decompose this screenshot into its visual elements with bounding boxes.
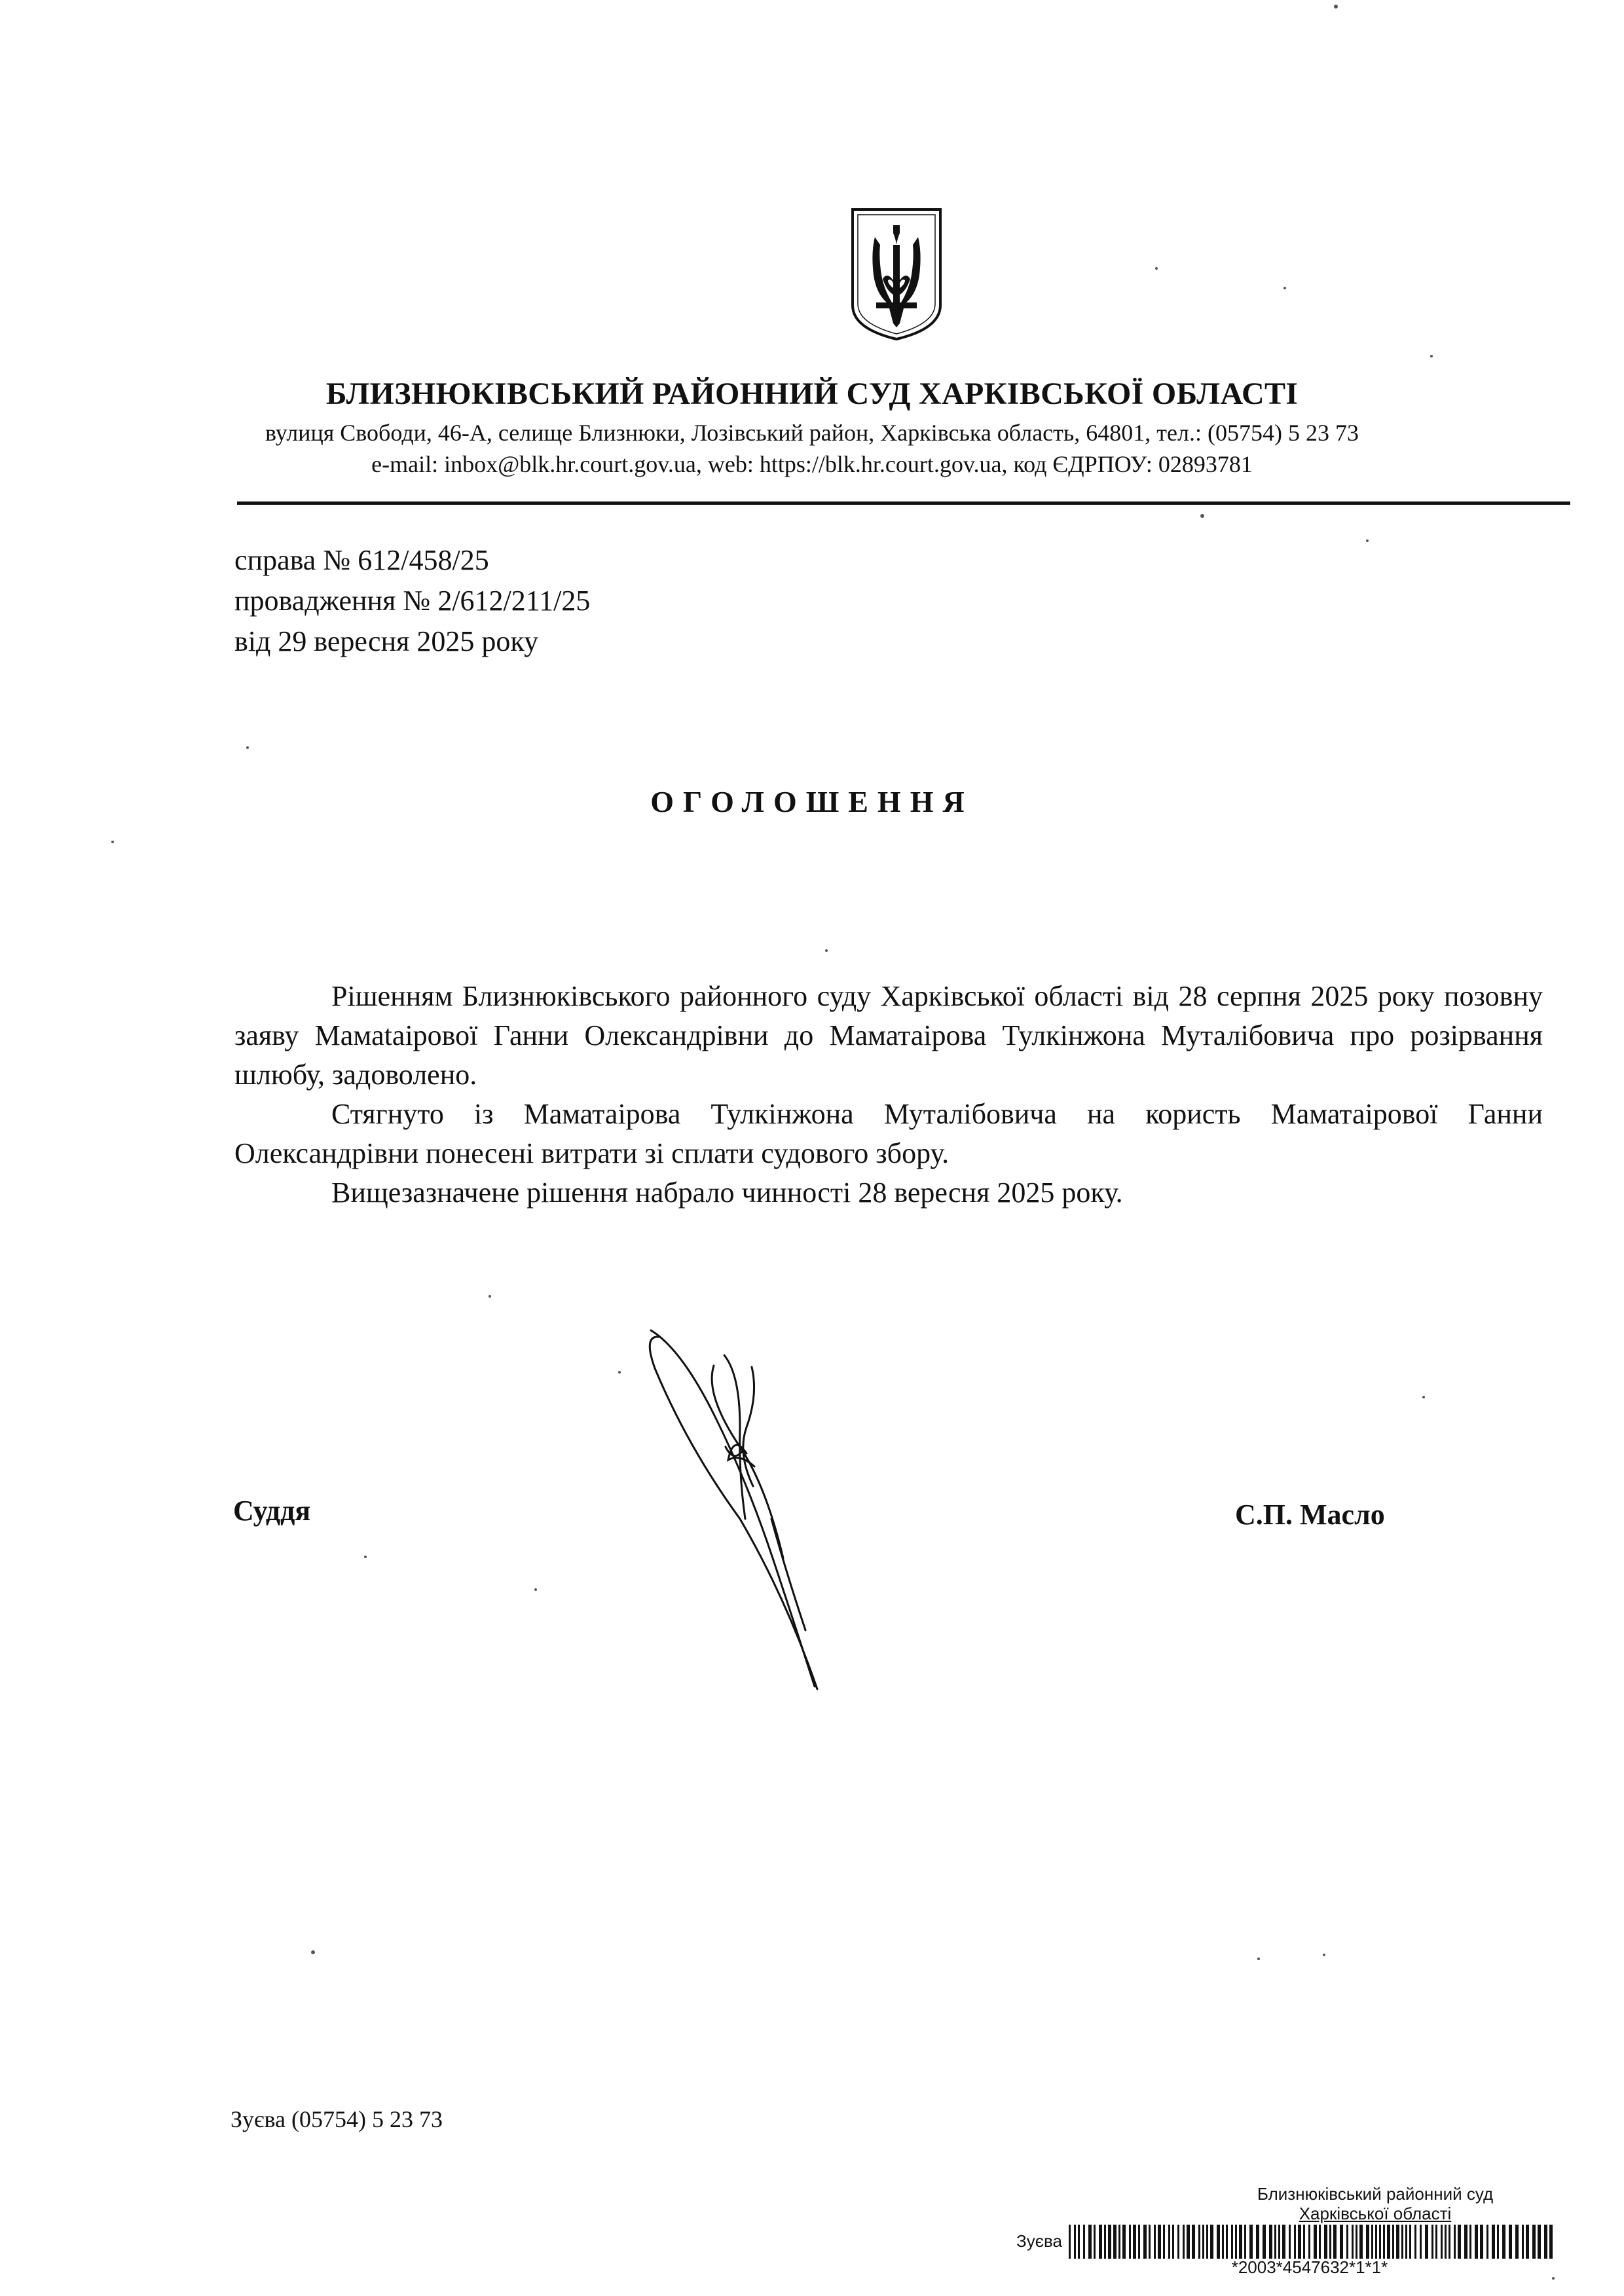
barcode-bar xyxy=(1392,2225,1394,2259)
barcode-bar xyxy=(1154,2225,1156,2259)
barcode-bar xyxy=(1329,2225,1331,2259)
barcode-bar xyxy=(1480,2225,1483,2259)
barcode xyxy=(1069,2225,1553,2259)
barcode-bar xyxy=(1464,2225,1467,2259)
barcode-bar xyxy=(1420,2225,1422,2259)
barcode-bar xyxy=(1239,2225,1242,2259)
barcode-bar xyxy=(1278,2225,1280,2259)
barcode-bar xyxy=(1163,2225,1165,2259)
barcode-bar xyxy=(1502,2225,1505,2259)
barcode-bar xyxy=(1078,2225,1080,2259)
barcode-bar xyxy=(1192,2225,1195,2259)
barcode-bar xyxy=(1497,2225,1499,2259)
barcode-bar xyxy=(1118,2225,1120,2259)
barcode-bar xyxy=(1133,2225,1136,2259)
barcode-bar xyxy=(1441,2225,1443,2259)
header-divider xyxy=(237,501,1570,505)
barcode-bar xyxy=(1187,2225,1190,2259)
barcode-bar xyxy=(1206,2225,1208,2259)
proceeding-number: провадження № 2/612/211/25 xyxy=(234,585,591,617)
court-address: вулиця Свободи, 46-А, селище Близнюки, Лозівський район, Харківська область, 64801, тел.: (05754) 5 23 73 xyxy=(265,420,1359,446)
barcode-bar xyxy=(1217,2225,1220,2259)
barcode-bar xyxy=(1231,2225,1233,2259)
barcode-bar xyxy=(1069,2225,1071,2259)
barcode-bar xyxy=(1308,2225,1310,2259)
barcode-bar xyxy=(1526,2225,1529,2259)
handwritten-signature xyxy=(642,1322,851,1709)
barcode-bar xyxy=(1379,2225,1381,2259)
barcode-bar xyxy=(1099,2225,1102,2259)
barcode-bar xyxy=(1210,2225,1213,2259)
barcode-bar xyxy=(1222,2225,1224,2259)
barcode-bar xyxy=(1298,2225,1301,2259)
barcode-bar xyxy=(1333,2225,1337,2259)
barcode-bar xyxy=(1475,2225,1478,2259)
barcode-bar xyxy=(1168,2225,1170,2259)
barcode-bar xyxy=(1435,2225,1437,2259)
document-title: ОГОЛОШЕННЯ xyxy=(650,785,974,818)
barcode-bar xyxy=(1122,2225,1126,2259)
announcement-body xyxy=(234,977,1543,1212)
barcode-bar xyxy=(1088,2225,1092,2259)
barcode-bar xyxy=(1454,2225,1456,2259)
barcode-bar xyxy=(1340,2225,1343,2259)
barcode-bar xyxy=(1294,2225,1296,2259)
judge-role-label: Суддя xyxy=(233,1495,311,1527)
barcode-bar xyxy=(1226,2225,1228,2259)
barcode-bar xyxy=(1198,2225,1200,2259)
barcode-bar xyxy=(1249,2225,1253,2259)
body-paragraph: Вищезазначене рішення набрало чинності 28 вересня 2025 року. xyxy=(331,1176,1123,1209)
barcode-bar xyxy=(1425,2225,1428,2259)
barcode-bar xyxy=(1108,2225,1111,2259)
barcode-bar xyxy=(1324,2225,1327,2259)
barcode-bar xyxy=(1149,2225,1151,2259)
barcode-bar xyxy=(1244,2225,1246,2259)
barcode-bar xyxy=(1401,2225,1403,2259)
barcode-bar xyxy=(1269,2225,1272,2259)
court-contacts: e-mail: inbox@blk.hr.court.gov.ua, web: https://blk.hr.court.gov.ua, код ЄДРПОУ: 02893781 xyxy=(371,451,1253,477)
barcode-bar xyxy=(1172,2225,1174,2259)
barcode-bar xyxy=(1177,2225,1179,2259)
barcode-bar xyxy=(1414,2225,1416,2259)
barcode-number: *2003*4547632*1*1* xyxy=(1231,2257,1388,2277)
barcode-bar xyxy=(1352,2225,1354,2259)
barcode-bar xyxy=(1274,2225,1276,2259)
barcode-org-line: Харківської області xyxy=(1299,2204,1452,2223)
barcode-bar xyxy=(1143,2225,1147,2259)
barcode-bar xyxy=(1515,2225,1519,2259)
barcode-bar xyxy=(1256,2225,1259,2259)
barcode-bar xyxy=(1319,2225,1321,2259)
barcode-bar xyxy=(1083,2225,1085,2259)
barcode-bar xyxy=(1074,2225,1076,2259)
barcode-bar xyxy=(1396,2225,1399,2259)
barcode-bar xyxy=(1405,2225,1407,2259)
barcode-bar xyxy=(1532,2225,1536,2259)
barcode-bar xyxy=(1375,2225,1377,2259)
barcode-bar xyxy=(1282,2225,1285,2259)
barcode-bar xyxy=(1202,2225,1204,2259)
barcode-bar xyxy=(1509,2225,1512,2259)
barcode-bar xyxy=(1544,2225,1547,2259)
court-name: БЛИЗНЮКІВСЬКИЙ РАЙОННИЙ СУД ХАРКІВСЬКОЇ ОБЛАСТІ xyxy=(325,376,1299,411)
barcode-bar xyxy=(1522,2225,1524,2259)
barcode-bar xyxy=(1366,2225,1369,2259)
barcode-bar xyxy=(1492,2225,1495,2259)
barcode-bar xyxy=(1289,2225,1291,2259)
case-number: справа № 612/458/25 xyxy=(234,544,489,576)
barcode-bar xyxy=(1346,2225,1348,2259)
executor-contact: Зуєва (05754) 5 23 73 xyxy=(231,2106,443,2132)
barcode-bar xyxy=(1549,2225,1553,2259)
barcode-bar xyxy=(1431,2225,1433,2259)
barcode-bar xyxy=(1387,2225,1390,2259)
barcode-bar xyxy=(1445,2225,1447,2259)
barcode-bar xyxy=(1538,2225,1541,2259)
barcode-bar xyxy=(1263,2225,1266,2259)
barcode-bar xyxy=(1371,2225,1373,2259)
letter-date: від 29 вересня 2025 року xyxy=(234,625,539,657)
barcode-bar xyxy=(1469,2225,1471,2259)
barcode-bar xyxy=(1409,2225,1411,2259)
barcode-bar xyxy=(1383,2225,1385,2259)
barcode-bar xyxy=(1138,2225,1140,2259)
barcode-bar xyxy=(1486,2225,1488,2259)
barcode-bar xyxy=(1104,2225,1106,2259)
barcode-bar xyxy=(1303,2225,1305,2259)
barcode-bar xyxy=(1129,2225,1131,2259)
barcode-bar xyxy=(1235,2225,1237,2259)
barcode-bar xyxy=(1356,2225,1357,2259)
barcode-bar xyxy=(1449,2225,1450,2259)
barcode-bar xyxy=(1158,2225,1161,2259)
body-paragraph: Рішенням Близнюківського районного суду Харківської області від 28 серпня 2025 року позовну заяву Мамataірової Ганни Олександрівни до Маматаірова Тулкінжона Муталібовича про розірвання шлюбу, задоволено. xyxy=(234,980,1543,1091)
coat-of-arms-icon xyxy=(849,207,944,342)
barcode-bar xyxy=(1113,2225,1116,2259)
barcode-label: Зуєва xyxy=(1016,2231,1062,2251)
body-paragraph: Стягнуто із Маматаірова Тулкінжона Муталібовича на користь Маматаірової Ганни Олександрівни понесені витрати зі сплати судового збору. xyxy=(234,1098,1543,1169)
barcode-bar xyxy=(1094,2225,1096,2259)
barcode-bar xyxy=(1458,2225,1461,2259)
barcode-bar xyxy=(1314,2225,1317,2259)
barcode-bar xyxy=(1183,2225,1185,2259)
barcode-bar xyxy=(1359,2225,1363,2259)
judge-name: С.П. Масло xyxy=(1235,1499,1385,1531)
barcode-org-line: Близнюківський районний суд xyxy=(1257,2184,1494,2204)
